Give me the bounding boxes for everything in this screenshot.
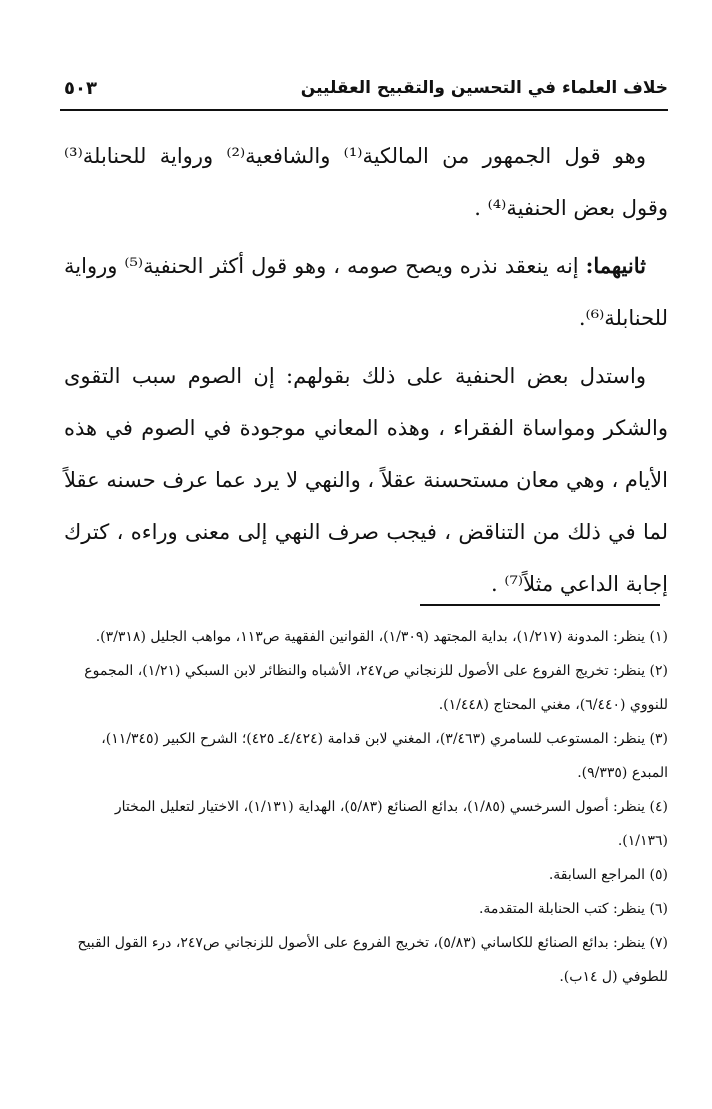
- page-header: [64, 74, 668, 108]
- paragraph-lead: ثانيهما:: [585, 253, 646, 278]
- footnote-7: (٧) ينظر: بدائع الصنائع للكاساني (٥/٨٣)، تخريج الفروع على الأصول للزنجاني ص٢٤٧، درء القول القبيح للطوفي (ل ١٤ب).: [77, 935, 668, 985]
- paragraph-1: [64, 130, 668, 234]
- main-text: [64, 130, 668, 616]
- footnote-2: (٢) ينظر: تخريج الفروع على الأصول للزنجاني ص٢٤٧، الأشباه والنظائر لابن السبكي (١/٢١)، المجموع للنووي (٦/٤٤٠)، مغني المحتاج (١/٤٤٨).: [84, 663, 668, 713]
- paragraph-body: واستدل بعض الحنفية على ذلك بقولهم: إن الصوم سبب التقوى والشكر ومواساة الفقراء ، وهذه المعاني موجودة في الصوم في هذه الأيام ، وهي معان مستحسنة عقلاً ، والنهي لا يرد عما عرف حسنه عقلاً لما في ذلك من التناقض ، فيجب صرف النهي إلى معنى وراءه ، كترك إجابة الداعي مثلاً⁽⁷⁾ .: [64, 364, 668, 596]
- paragraph-body: إنه ينعقد نذره ويصح صومه ، وهو قول أكثر الحنفية⁽⁵⁾ ورواية للحنابلة⁽⁶⁾.: [64, 254, 668, 330]
- footnote-4: (٤) ينظر: أصول السرخسي (١/٨٥)، بدائع الصنائع (٥/٨٣)، الهداية (١/١٣١)، الاختيار لتعليل المختار (١/١٣٦).: [114, 799, 668, 849]
- page-number: ٥٠٣: [64, 78, 97, 99]
- paragraph-2: [64, 240, 668, 344]
- footnote-3: (٣) ينظر: المستوعب للسامري (٣/٤٦٣)، المغني لابن قدامة (٤/٤٢٤ـ ٤٢٥)؛ الشرح الكبير (١١/٣٤٥)، المبدع (٩/٣٣٥).: [101, 731, 668, 781]
- paragraph-body: وهو قول الجمهور من المالكية⁽¹⁾ والشافعية⁽²⁾ ورواية للحنابلة⁽³⁾ وقول بعض الحنفية⁽⁴⁾ .: [64, 144, 668, 220]
- paragraph-3: [64, 350, 668, 610]
- footnote-1: (١) ينظر: المدونة (١/٢١٧)، بداية المجتهد (١/٣٠٩)، القوانين الفقهية ص١١٣، مواهب الجليل (٣/٣١٨).: [95, 629, 668, 645]
- running-title: خلاف العلماء في التحسين والتقبيح العقليين: [300, 78, 668, 98]
- footnote-divider: [420, 604, 660, 606]
- footnotes: [64, 620, 668, 994]
- footnote-6: (٦) ينظر: كتب الحنابلة المتقدمة.: [478, 901, 668, 917]
- footnote-5: (٥) المراجع السابقة.: [548, 867, 668, 883]
- header-divider: [60, 109, 668, 111]
